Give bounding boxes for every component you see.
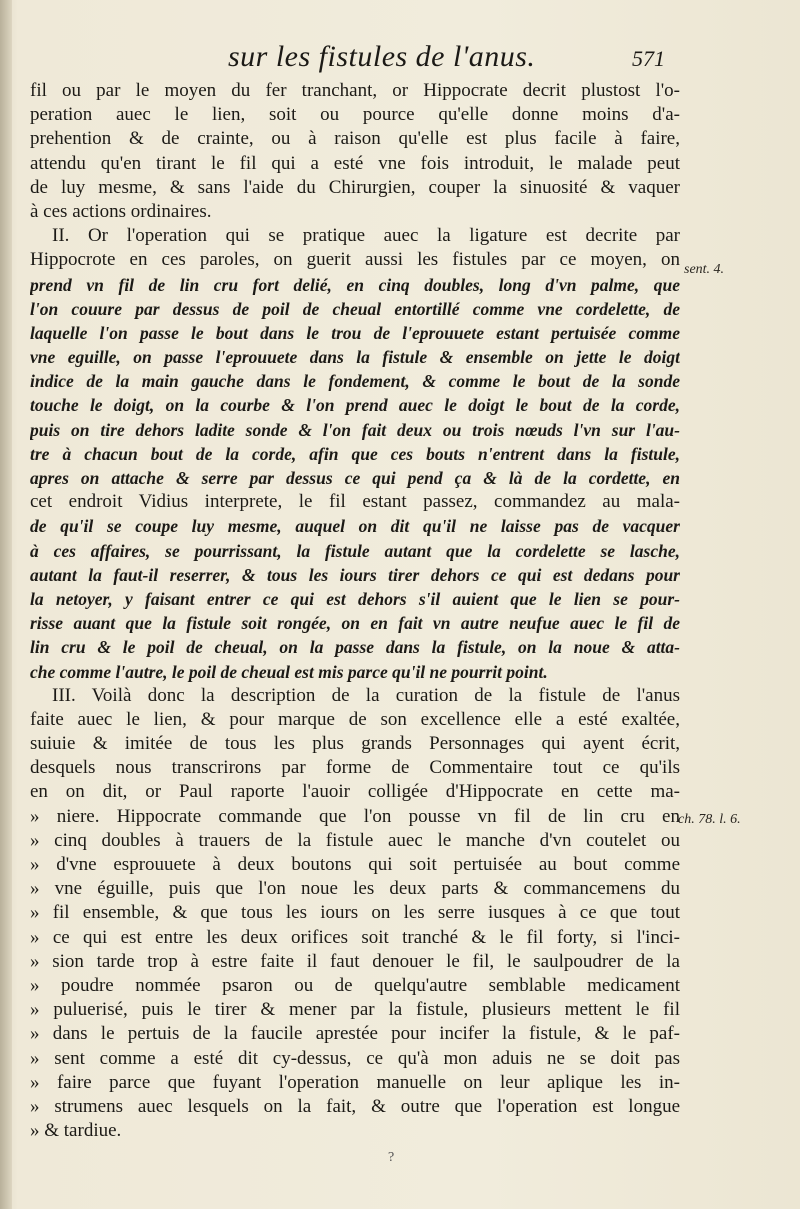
quoted-text-line: » dans le pertuis de la faucile aprestée pour incifer la fistule, & le paf- xyxy=(30,1023,680,1045)
text-line: suiuie & imitée de tous les plus grands Personnages qui ayent écrit, xyxy=(30,733,680,755)
italic-text-line: l'on couure par dessus de poil de cheual entortillé comme vne cordelette, de xyxy=(30,298,680,319)
italic-text-line: puis on tire dehors ladite sonde & l'on fait deux ou trois nœuds l'vn sur l'au- xyxy=(30,419,680,440)
italic-text-line: risse auant que la fistule soit rongée, on en fait vn autre neufue auec le fil de xyxy=(30,613,680,634)
text-line: cet endroit Vidius interprete, le fil estant passez, commandez au mala- xyxy=(30,491,680,513)
margin-note-chapter: ch. 78. l. 6. xyxy=(678,812,741,827)
italic-text-line: vne eguille, on passe l'eprouuete dans la fistule & ensemble on jette le doigt xyxy=(30,347,680,368)
italic-text-line: à ces affaires, se pourrissant, la fistule autant que la cordelette se lasche, xyxy=(30,540,680,561)
footer-mark: ? xyxy=(388,1150,395,1165)
quoted-text-line: » fil ensemble, & que tous les iours on les serre iusques à ce que tout xyxy=(30,902,680,924)
text-line: faite auec le lien, & pour marque de son excellence elle a esté exaltée, xyxy=(30,708,680,730)
italic-text-line: apres on attache & serre par dessus ce qui pend ça & là de la cordette, en xyxy=(30,468,680,488)
text-line: attendu qu'en tirant le fil qui a esté vne fois introduit, le malade peut xyxy=(30,152,680,174)
italic-text-line: che comme l'autre, le poil de cheual est mis parce qu'il ne pourrit point. xyxy=(30,661,548,682)
text-line: peration auec le lien, soit ou pource qu'elle donne moins d'a- xyxy=(30,104,680,126)
quoted-text-line: » vne éguille, puis que l'on noue les deux parts & commancemens du xyxy=(30,878,680,900)
quoted-text-line: » faire parce que fuyant l'operation manuelle on leur aplique les in- xyxy=(30,1071,680,1093)
italic-text-line: la netoyer, y faisant entrer ce qui est dehors s'il auient que le lien se pour- xyxy=(30,588,680,609)
page-number: 571 xyxy=(632,46,665,71)
page-header-title: sur les fistules de l'anus. xyxy=(228,40,536,73)
quoted-text-line: » d'vne esprouuete à deux boutons qui soit pertuisée au bout comme xyxy=(30,854,680,875)
quoted-text-line: » niere. Hippocrate commande que l'on pousse vn fil de lin cru en xyxy=(30,805,680,827)
quoted-text-line: » puluerisé, puis le tirer & mener par la fistule, plusieurs mettent le fil xyxy=(30,999,680,1021)
italic-text-line: autant la faut-il reserrer, & tous les iours tirer dehors ce qui est dedans pour xyxy=(30,564,680,585)
paragraph-start-line: II. Or l'operation qui se pratique auec la ligature est decrite par xyxy=(52,225,680,247)
quoted-text-line: » & tardiue. xyxy=(30,1120,122,1142)
italic-text-line: tre à chacun bout de la corde, afin que ces bouts n'entrent dans la fistule, xyxy=(30,443,680,464)
text-line: de luy mesme, & sans l'aide du Chirurgien, couper la sinuosité & vaquer xyxy=(30,176,680,198)
italic-text-line: touche le doigt, on la courbe & l'on prend auec le doigt le bout de la corde, xyxy=(30,395,680,416)
italic-text-line: indice de la main gauche dans le fondement, & comme le bout de la sonde xyxy=(30,371,680,392)
quoted-text-line: » sion tarde trop à estre faite il faut denouer le fil, le saulpoudrer de la xyxy=(30,950,680,972)
quoted-text-line: » ce qui est entre les deux orifices soit tranché & le fil forty, si l'inci- xyxy=(30,926,680,948)
text-line: Hippocrote en ces paroles, on guerit aussi les fistules par ce moyen, on xyxy=(30,249,680,271)
running-head xyxy=(0,40,800,80)
quoted-text-line: » poudre nommée psaron ou de quelqu'autre semblable medicament xyxy=(30,974,680,996)
text-line: en on dit, or Paul raporte l'auoir colligée d'Hippocrate en cette ma- xyxy=(30,781,680,803)
text-line: desquels nous transcrirons par forme de Commentaire tout ce qu'ils xyxy=(30,757,680,779)
italic-text-line: lin cru & le poil de cheual, on la passe dans la fistule, on la noue & atta- xyxy=(30,637,680,658)
body-text xyxy=(30,79,680,1143)
text-line: prehention & de crainte, ou à raison qu'elle est plus facile à faire, xyxy=(30,128,680,150)
quoted-text-line: » sent comme a esté dit cy-dessus, ce qu'à mon aduis ne se doit pas xyxy=(30,1047,680,1069)
italic-text-line: de qu'il se coupe luy mesme, auquel on dit qu'il ne laisse pas de vacquer xyxy=(30,516,680,537)
quoted-text-line: » strumens auec lesquels on la fait, & outre que l'operation est longue xyxy=(30,1095,680,1117)
italic-text-line: prend vn fil de lin cru fort delié, en cinq doubles, long d'vn palme, que xyxy=(30,274,680,295)
paragraph-start-line: III. Voilà donc la description de la curation de la fistule de l'anus xyxy=(52,684,680,706)
text-line: fil ou par le moyen du fer tranchant, or Hippocrate decrit plustost l'o- xyxy=(30,80,680,101)
italic-text-line: laquelle l'on passe le bout dans le trou de l'eprouuete estant pertuisée comme xyxy=(30,322,680,343)
text-line: à ces actions ordinaires. xyxy=(30,200,212,222)
book-spine-shadow xyxy=(0,0,12,1209)
quoted-text-line: » cinq doubles à trauers de la fistule auec le manche d'vn coutelet ou xyxy=(30,829,680,851)
margin-note-sentence: sent. 4. xyxy=(684,262,725,277)
